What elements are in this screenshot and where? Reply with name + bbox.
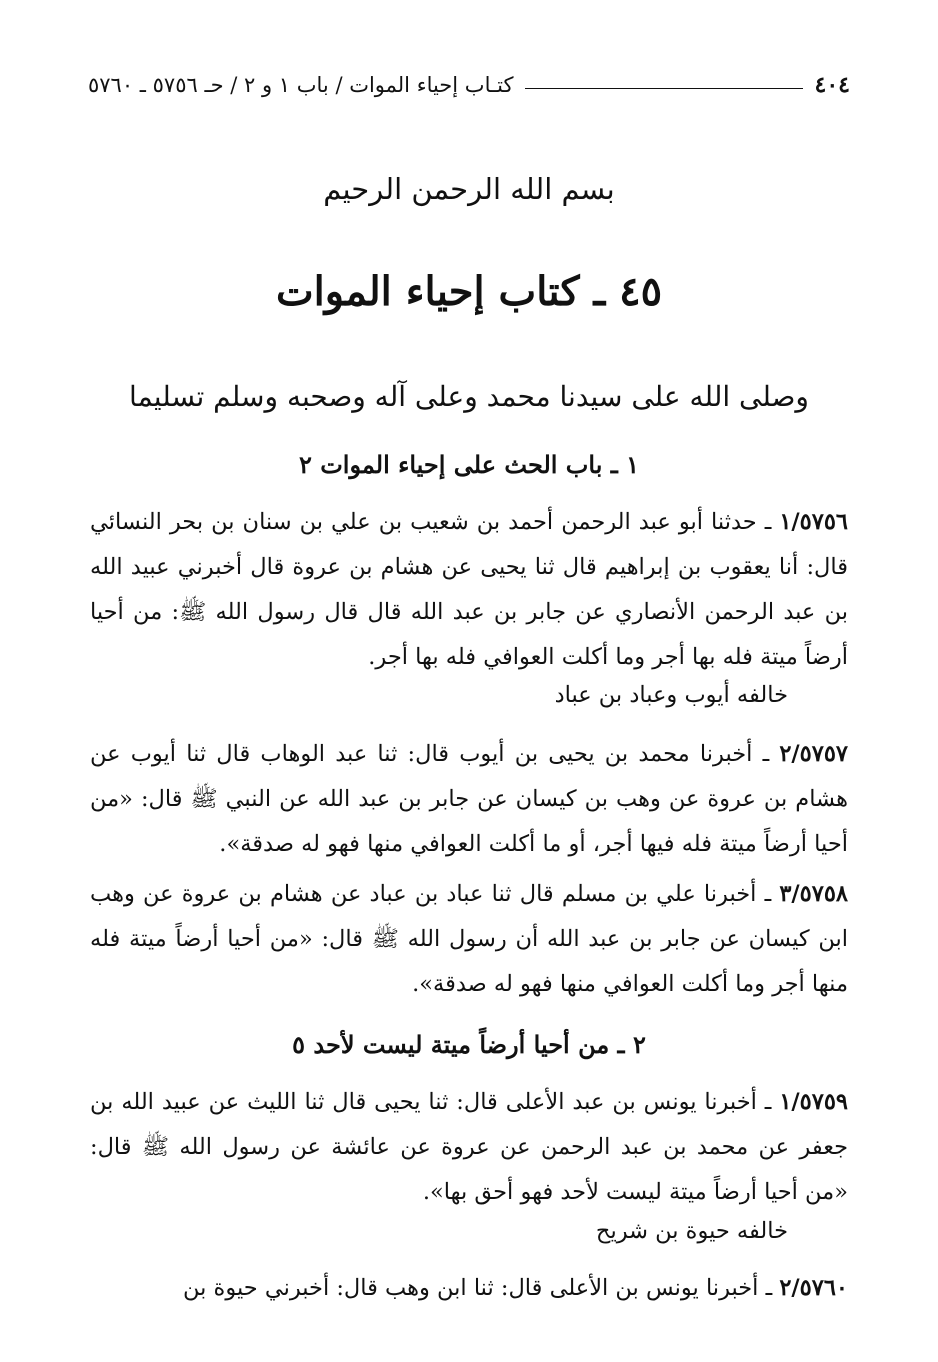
basmala: بسم الله الرحمن الرحيم	[323, 172, 615, 206]
hadith-number: ١/٥٧٥٩	[779, 1089, 848, 1115]
hadith-number: ١/٥٧٥٦	[779, 509, 848, 535]
hadith-number: ٢/٥٧٥٧	[779, 741, 848, 767]
hadith-5759	[90, 1080, 848, 1215]
salutation: وصلى الله على سيدنا محمد وعلى آله وصحبه وسلم تسليما	[129, 380, 809, 413]
hadith-text: ـ أخبرنا علي بن مسلم قال ثنا عباد بن عباد عن هشام بن عروة عن وهب ابن كيسان عن جابر بن عبد الله أن رسول الله ﷺ قال: «من أحيا أرضاً ميتة فله منها أجر وما أكلت العوافي منها فهو له صدقة».	[90, 881, 848, 997]
hadith-text: ـ حدثنا أبو عبد الرحمن أحمد بن شعيب بن علي بن سنان بن بحر النسائي قال: أنا يعقوب بن إبراهيم قال ثنا يحيى عن هشام بن عروة قال أخبرني عبيد الله بن عبد الرحمن الأنصاري عن جابر بن عبد الله قال قال رسول الله ﷺ: من أحيا أرضاً ميتة فله بها أجر وما أكلت العوافي فله بها أجر.	[90, 509, 848, 670]
hadith-5758	[90, 872, 848, 1007]
hadith-number: ٢/٥٧٦٠	[779, 1275, 848, 1301]
page-number: ٤٠٤	[814, 72, 850, 98]
header-rule	[525, 88, 802, 89]
hadith-text: ـ أخبرنا يونس بن الأعلى قال: ثنا ابن وهب قال: أخبرني حيوة بن	[183, 1275, 780, 1301]
hadith-5760	[90, 1266, 848, 1311]
hadith-text: ـ أخبرنا يونس بن عبد الأعلى قال: ثنا يحيى قال ثنا الليث عن عبيد الله بن جعفر عن محمد بن عبد الرحمن عن عروة عن عائشة عن رسول الله ﷺ قال: «من أحيا أرضاً ميتة ليست لأحد فهو أحق بها».	[90, 1089, 848, 1205]
running-title: كتـاب إحياء الموات / باب ١ و ٢ / حـ ٥٧٥٦ ـ ٥٧٦٠	[88, 73, 514, 97]
hadith-5756	[90, 500, 848, 680]
note-khalafahu-2: خالفه حيوة بن شريح	[595, 1218, 788, 1244]
chapter-1-heading: ١ ـ باب الحث على إحياء الموات ٢	[298, 450, 640, 479]
book-title: ٤٥ ـ كتاب إحياء الموات	[275, 268, 663, 315]
hadith-number: ٣/٥٧٥٨	[779, 881, 848, 907]
running-header	[88, 68, 850, 102]
note-khalafahu-1: خالفه أيوب وعباد بن عباد	[554, 682, 788, 708]
hadith-5757	[90, 732, 848, 867]
chapter-2-heading: ٢ ـ من أحيا أرضاً ميتة ليست لأحد ٥	[292, 1030, 646, 1059]
hadith-text: ـ أخبرنا محمد بن يحيى بن أيوب قال: ثنا عبد الوهاب قال ثنا أيوب عن هشام بن عروة عن وهب بن كيسان عن جابر بن عبد الله عن النبي ﷺ قال: «من أحيا أرضاً ميتة فله فيها أجر، أو ما أكلت العوافي منها فهو له صدقة».	[90, 741, 848, 857]
